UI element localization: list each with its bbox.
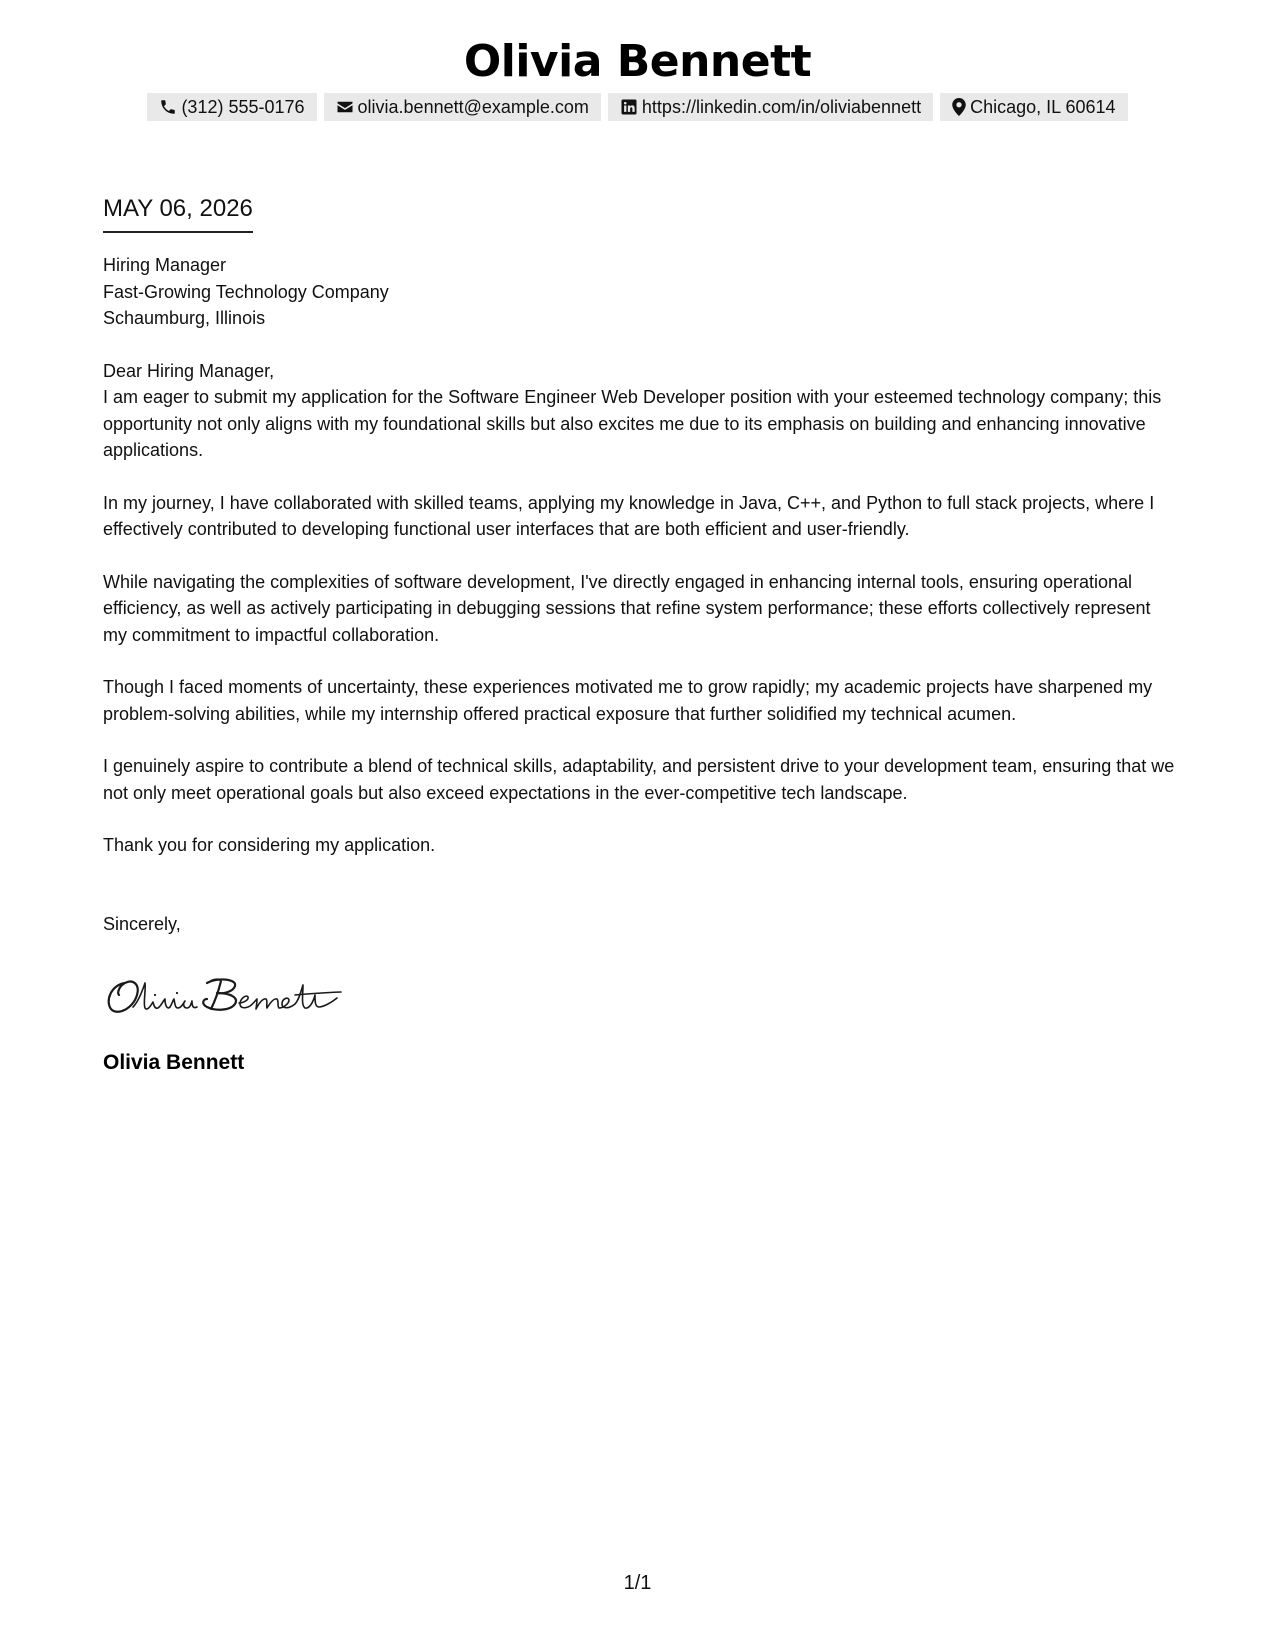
recipient-line: Schaumburg, Illinois <box>103 308 266 328</box>
letter-body <box>103 252 1178 1077</box>
body-paragraph: I genuinely aspire to contribute a blend of technical skills, adaptability, and persistent drive to your development team, ensuring that we not only meet operational goals but also exceed expectations in the ever-competitive tech landscape. <box>103 756 1175 803</box>
contact-linkedin-text: https://linkedin.com/in/oliviabennett <box>641 96 922 117</box>
contact-email-text: olivia.bennett@example.com <box>357 96 589 117</box>
page-number: 1/1 <box>623 1572 652 1594</box>
body-paragraph: I am eager to submit my application for the Software Engineer Web Developer position with your esteemed technology company; this opportunity not only aligns with my foundational skills but also excites me due to its emphasis on building and enhancing innovative applications. <box>103 387 1162 460</box>
envelope-icon <box>336 98 354 116</box>
salutation: Dear Hiring Manager, <box>103 360 275 381</box>
contact-location-text: Chicago, IL 60614 <box>970 96 1116 117</box>
body-paragraph: Though I faced moments of uncertainty, these experiences motivated me to grow rapidly; my academic projects have sharpened my problem-solving abilities, while my internship offered practical exposure that further solidified my technical acumen. <box>103 677 1153 724</box>
applicant-name-heading: Olivia Bennett <box>463 36 812 87</box>
closing-line: Sincerely, <box>103 913 181 934</box>
contact-location <box>940 93 1127 121</box>
letter-date-block <box>103 193 253 233</box>
body-paragraph: In my journey, I have collaborated with skilled teams, applying my knowledge in Java, C++, and Python to full stack projects, where I effectively contributed to developing functional user interfaces that are both efficient and user-friendly. <box>103 492 1155 539</box>
map-pin-icon <box>952 98 966 116</box>
thanks-line: Thank you for considering my application. <box>103 835 436 855</box>
contact-phone <box>147 93 316 121</box>
letter-date: MAY 06, 2026 <box>103 193 253 233</box>
recipient-line: Fast-Growing Technology Company <box>103 281 389 302</box>
contact-bar <box>0 93 1275 121</box>
phone-icon <box>159 98 177 116</box>
contact-email <box>324 93 601 121</box>
recipient-line: Hiring Manager <box>103 255 227 275</box>
recipient-block <box>103 252 1178 332</box>
signed-name: Olivia Bennett <box>103 1051 245 1074</box>
handwritten-signature <box>103 971 363 1021</box>
contact-phone-text: (312) 555-0176 <box>181 96 305 117</box>
linkedin-icon <box>620 98 638 116</box>
contact-linkedin <box>608 93 933 121</box>
body-paragraph: While navigating the complexities of software development, I've directly engaged in enhancing internal tools, ensuring operational efficiency, as well as actively participating in debugging sessions that refine system performance; these efforts collectively represent my commitment to impactful collaboration. <box>103 571 1151 645</box>
